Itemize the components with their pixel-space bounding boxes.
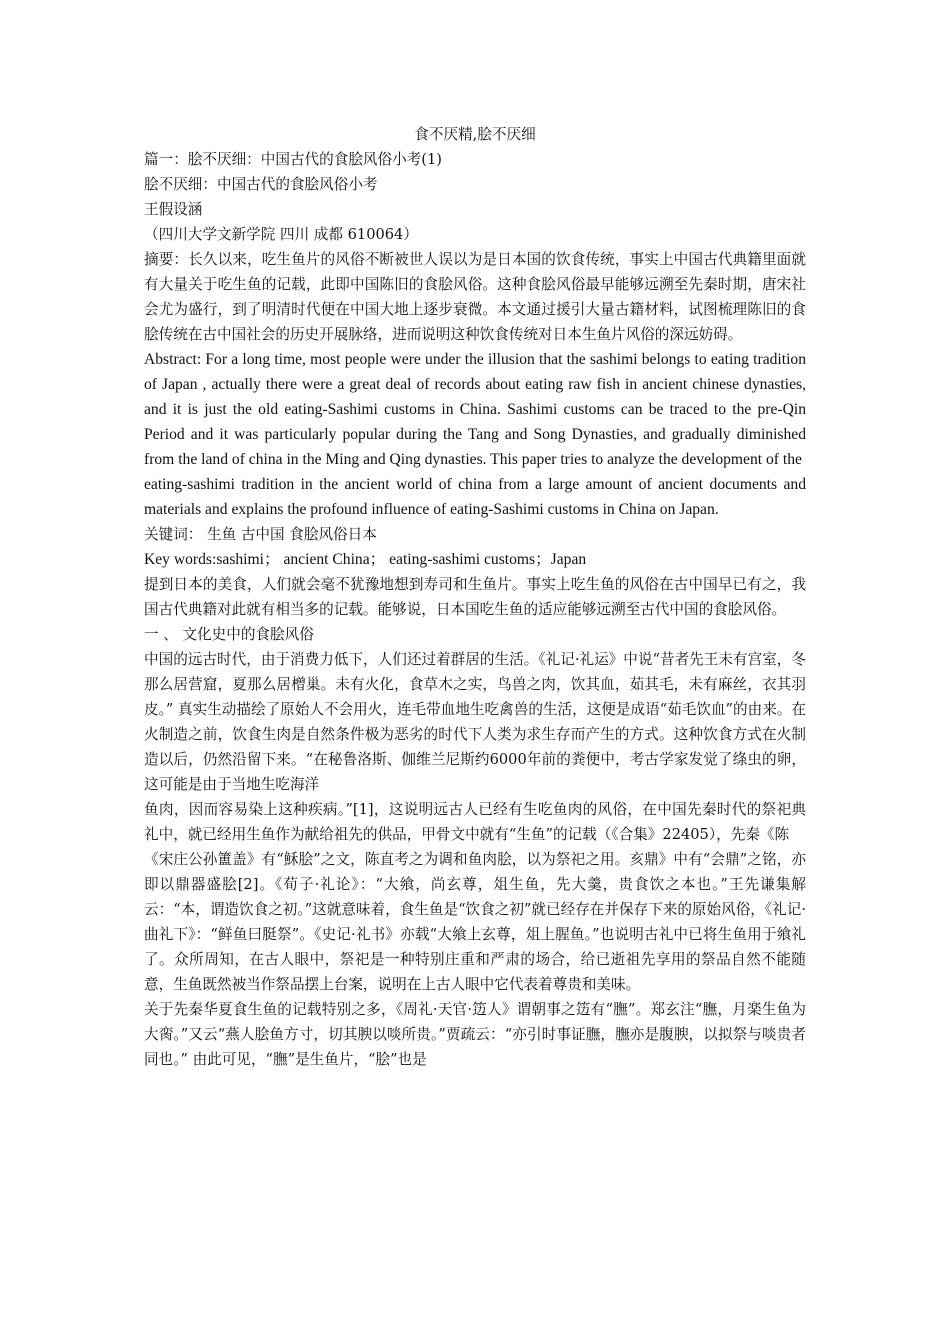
subtitle-article-one: 篇一：脍不厌细：中国古代的食脍风俗小考(1) <box>144 151 442 168</box>
author-affiliation: （四川大学文新学院 四川 成都 610064） <box>144 226 418 243</box>
abstract-chinese: 摘要：长久以来，吃生鱼片的风俗不断被世人误以为是日本国的饮食传统，事实上中国古代典籍里面就有大量关于吃生鱼的记载，此即中国陈旧的食脍风俗。这种食脍风俗最早能够远溯至先秦时期，唐宋社会尤为盛行，到了明清时代便在中国大地上逐步衰微。本文通过援引大量古籍材料，试图梳理陈旧的食脍传统在古中国社会的历史开展脉络，进而说明这种饮食传统对日本生鱼片风俗的深远妨碍。 <box>144 251 806 343</box>
keywords-english: Key words:sashimi； ancient China； eating-sashimi customs；Japan <box>144 551 587 568</box>
body-paragraph-intro: 提到日本的美食，人们就会毫不犹豫地想到寿司和生鱼片。事实上吃生鱼的风俗在古中国早已有之，我国古代典籍对此就有相当多的记载。能够说，日本国吃生鱼的适应能够远溯至古代中国的食脍风俗。 <box>144 576 806 618</box>
abstract-english-part-2: eating-sashimi tradition in the ancient world of china from a large amount of ancient documents and materials and explains the profound influence of eating-Sashimi customs in China on Japan. <box>144 476 806 518</box>
subtitle-paper-title: 脍不厌细：中国古代的食脍风俗小考 <box>144 176 378 193</box>
section-heading-1: 一 、 文化史中的食脍风俗 <box>144 626 314 643</box>
author-name: 王假设涵 <box>144 201 203 218</box>
document-title: 食不厌精,脍不厌细 <box>414 126 536 143</box>
abstract-english-part-1: Abstract: For a long time, most people were under the illusion that the sashimi belongs to eating tradition of Japan , actually there were a great deal of records about eating raw fish in ancient chinese dynasties, and it is just the old eating-Sashimi customs in China. Sashimi customs can be traced to the pre-Qin Period and it was particularly popular during the Tang and Song Dynasties, and gradually diminished from the land of china in the Ming and Qing dynasties. This paper tries to analyze the development of the <box>144 351 806 468</box>
body-paragraph-2: 中国的远古时代，由于消费力低下，人们还过着群居的生活。《礼记·礼运》中说“昔者先王未有宫室，冬那么居营窟，夏那么居橧巢。未有火化，食草木之实，鸟兽之肉，饮其血，茹其毛，未有麻丝，衣其羽皮。” 真实生动描绘了原始人不会用火，连毛带血地生吃禽兽的生活，这便是成语“茹毛饮血”的由来。在火制造之前，饮食生肉是自然条件极为恶劣的时代下人类为求生存而产生的方式。这种饮食方式在火制造以后，仍然沿留下来。“在秘鲁洛斯、伽维兰尼斯约6000年前的粪便中，考古学家发觉了绦虫的卵，这可能是由于当地生吃海洋 <box>144 651 806 793</box>
keywords-chinese: 关键词： 生鱼 古中国 食脍风俗日本 <box>144 526 377 543</box>
body-paragraph-5: 关于先秦华夏食生鱼的记载特别之多，《周礼·天官·笾人》谓朝事之笾有“膴”。郑玄注“膴，月楽生鱼为大脔。”又云“燕人脍鱼方寸，切其腴以啖所贵。”贾疏云：“亦引时事证膴，膴亦是腹腴，以拟祭与啖贵者同也。” 由此可见，“膴”是生鱼片，“脍”也是 <box>144 1001 806 1068</box>
document-page <box>144 122 806 1072</box>
body-paragraph-3: 鱼肉，因而容易染上这种疾病。”[1]，这说明远古人已经有生吃鱼肉的风俗，在中国先秦时代的祭祀典礼中，就已经用生鱼作为献给祖先的供品，甲骨文中就有“生鱼”的记载（《合集》22405），先秦《陈 <box>144 801 806 843</box>
body-paragraph-4: 《宋庄公孙簠盖》有“穌脍”之文，陈直考之为调和鱼肉脍，以为祭祀之用。亥鼎》中有“会鼎”之铭，亦即以鼎器盛脍[2]。《荀子·礼论》：“大飨，尚玄尊，俎生鱼，先大羹，贵食饮之本也。”王先谦集解云：“本，谓造饮食之初。”这就意味着，食生鱼是“饮食之初”就已经存在并保存下来的原始风俗，《礼记·曲礼下》：“鲜鱼曰脡祭”。《史记·礼书》亦载“大飨上玄尊，俎上腥鱼。”也说明古礼中已将生鱼用于飨礼了。众所周知，在古人眼中，祭祀是一种特别庄重和严肃的场合，给已逝祖先享用的祭品自然不能随意，生鱼既然被当作祭品摆上台案，说明在上古人眼中它代表着尊贵和美味。 <box>144 851 807 993</box>
